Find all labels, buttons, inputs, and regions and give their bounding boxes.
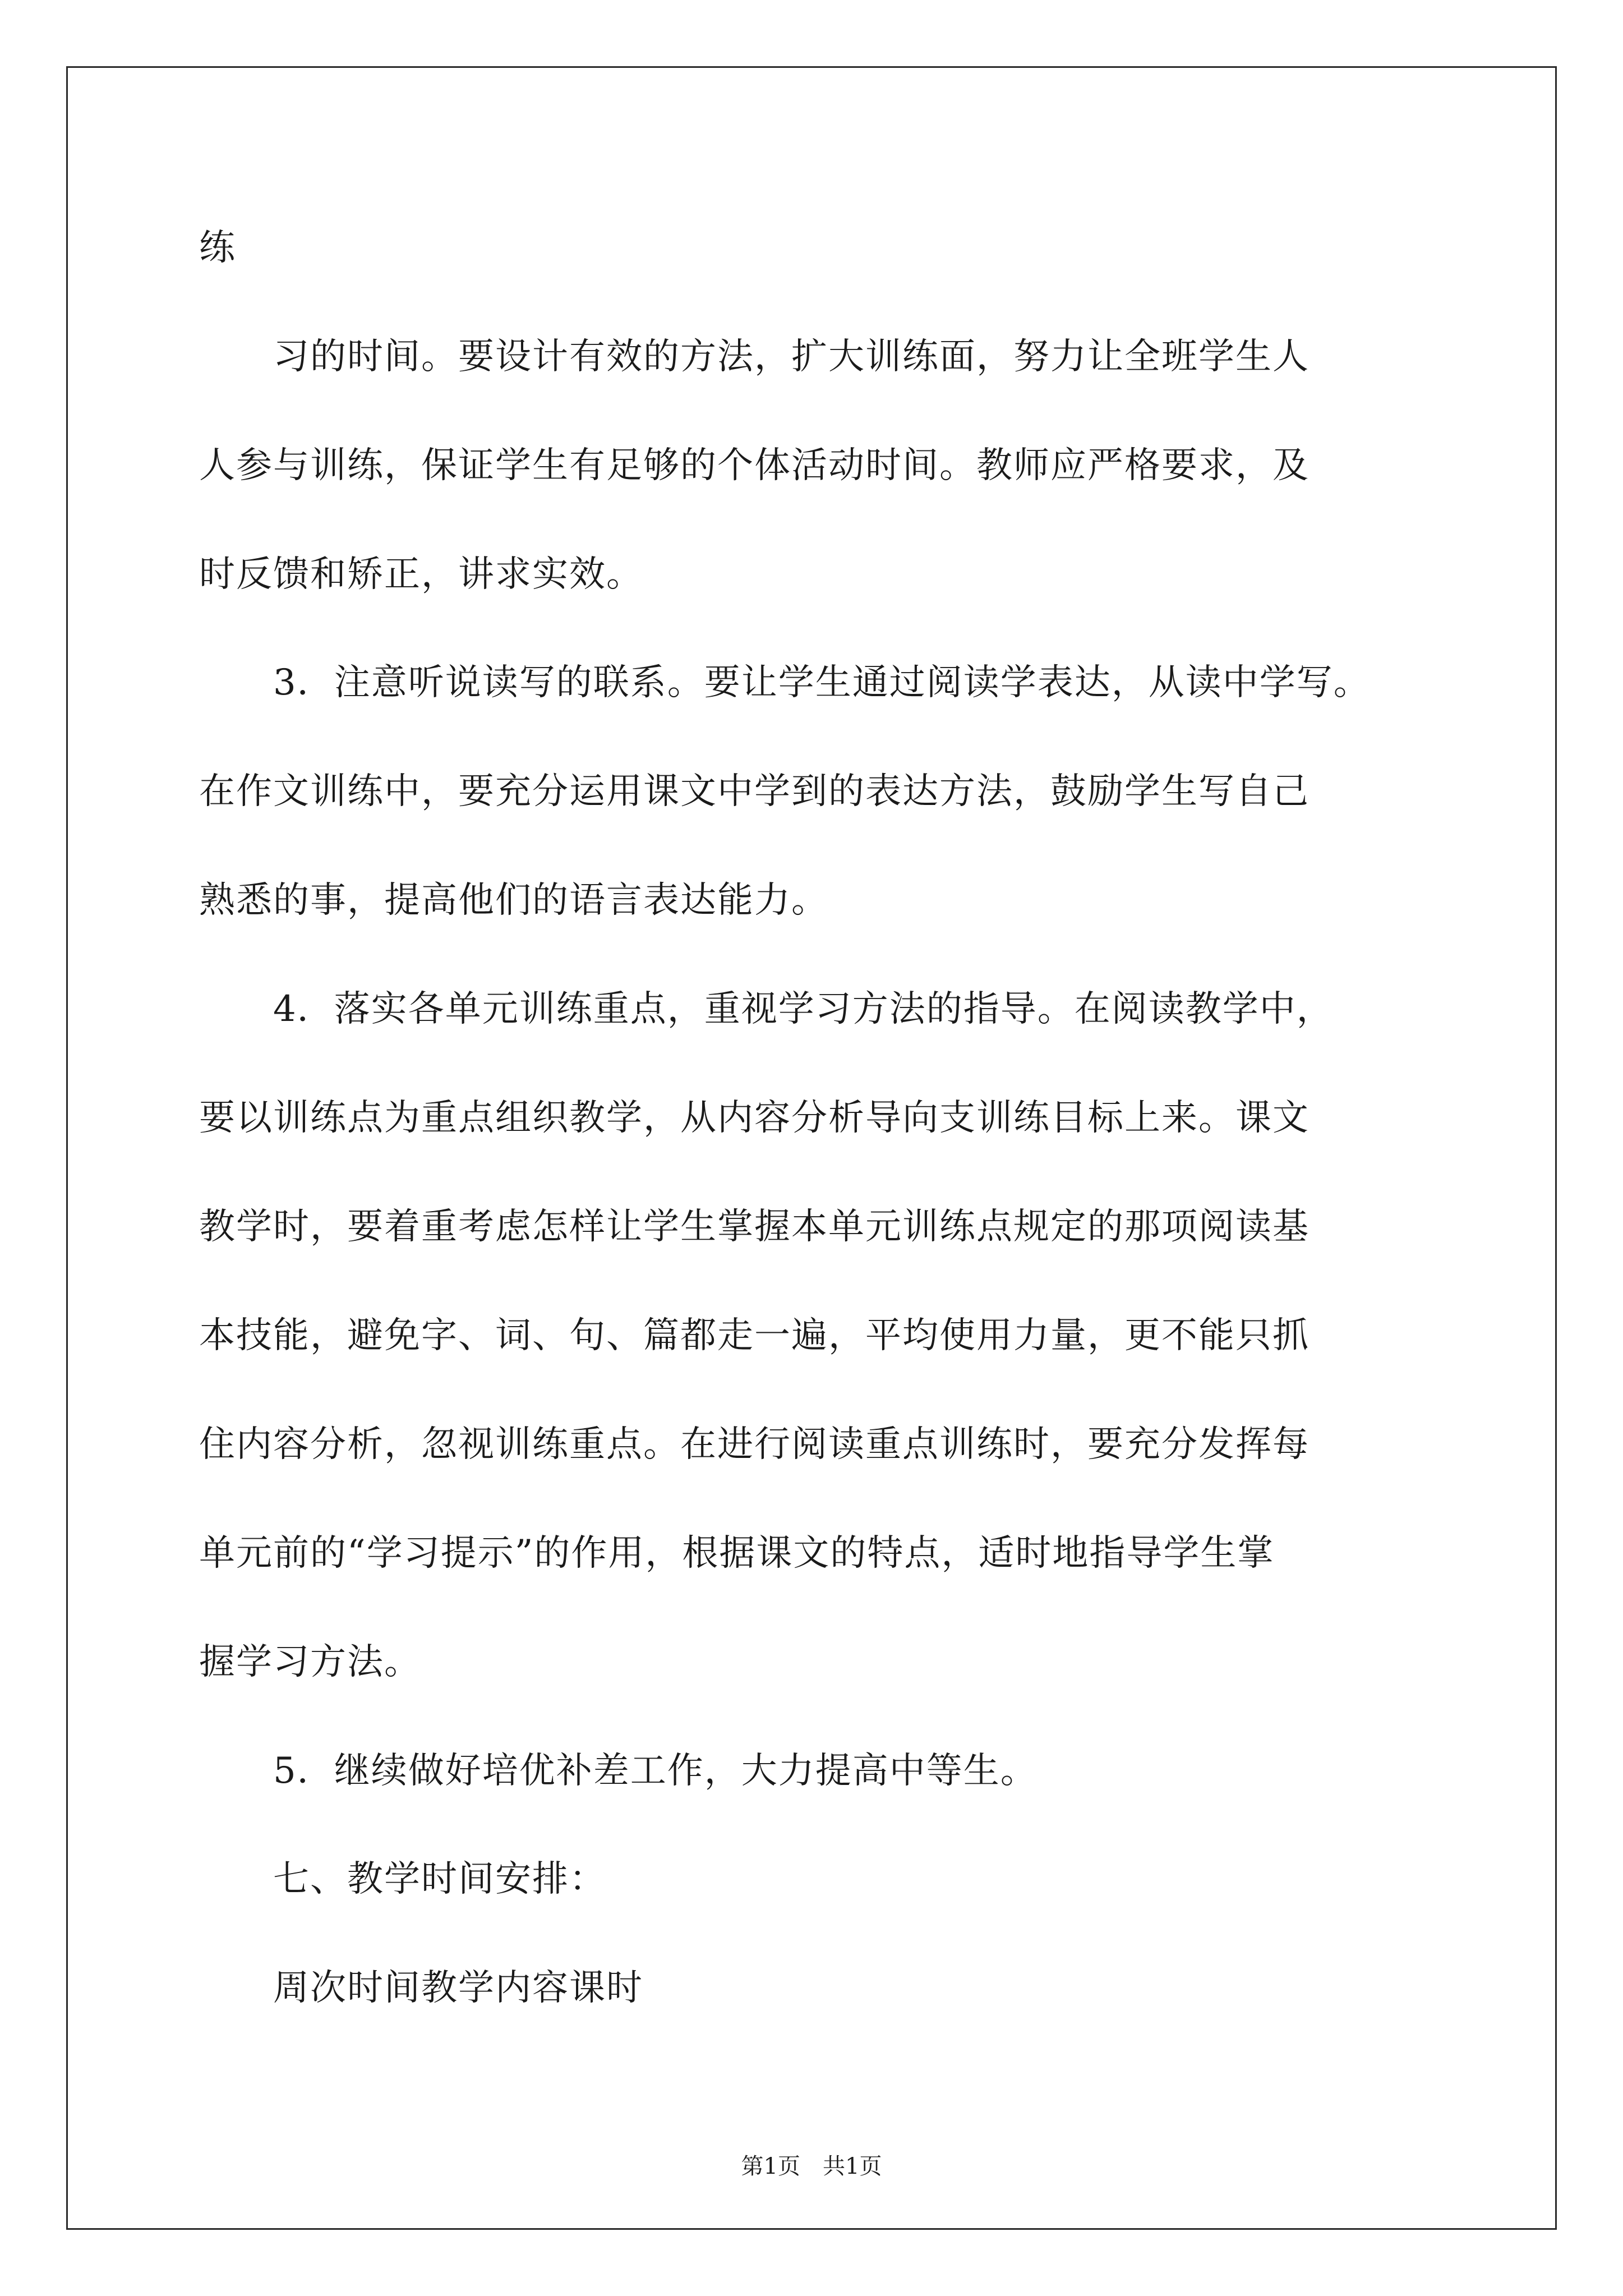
text-line: 人参与训练，保证学生有足够的个体活动时间。教师应严格要求，及 xyxy=(199,445,1310,486)
text-line: 3．注意听说读写的联系。要让学生通过阅读学表达，从读中学写。 xyxy=(199,662,1371,703)
text-line: 熟悉的事，提高他们的语言表达能力。 xyxy=(199,880,828,921)
text-line: 习的时间。要设计有效的方法，扩大训练面，努力让全班学生人 xyxy=(199,336,1310,378)
page-number-footer: 第1页 共1页 xyxy=(741,2154,882,2179)
text-line: 教学时，要着重考虑怎样让学生掌握本单元训练点规定的那项阅读基 xyxy=(199,1206,1310,1248)
text-line: 本技能，避免字、词、句、篇都走一遍，平均使用力量，更不能只抓 xyxy=(199,1315,1310,1356)
text-line: 握学习方法。 xyxy=(199,1641,421,1683)
text-line: 时反馈和矫正，讲求实效。 xyxy=(199,554,643,595)
text-line: 周次时间教学内容课时 xyxy=(199,1967,643,2009)
text-line: 住内容分析，忽视训练重点。在进行阅读重点训练时，要充分发挥每 xyxy=(199,1424,1310,1465)
text-line: 单元前的“学习提示”的作用，根据课文的特点，适时地指导学生掌 xyxy=(199,1533,1275,1574)
page-border xyxy=(66,66,1557,2230)
text-line: 4．落实各单元训练重点，重视学习方法的指导。在阅读教学中， xyxy=(199,988,1334,1030)
text-line: 在作文训练中，要充分运用课文中学到的表达方法，鼓励学生写自己 xyxy=(199,771,1310,812)
text-line: 练 xyxy=(199,227,236,269)
text-line: 要以训练点为重点组织教学，从内容分析导向支训练目标上来。课文 xyxy=(199,1097,1310,1139)
text-line: 七、教学时间安排： xyxy=(199,1858,606,1900)
text-line: 5．继续做好培优补差工作，大力提高中等生。 xyxy=(199,1750,1038,1792)
